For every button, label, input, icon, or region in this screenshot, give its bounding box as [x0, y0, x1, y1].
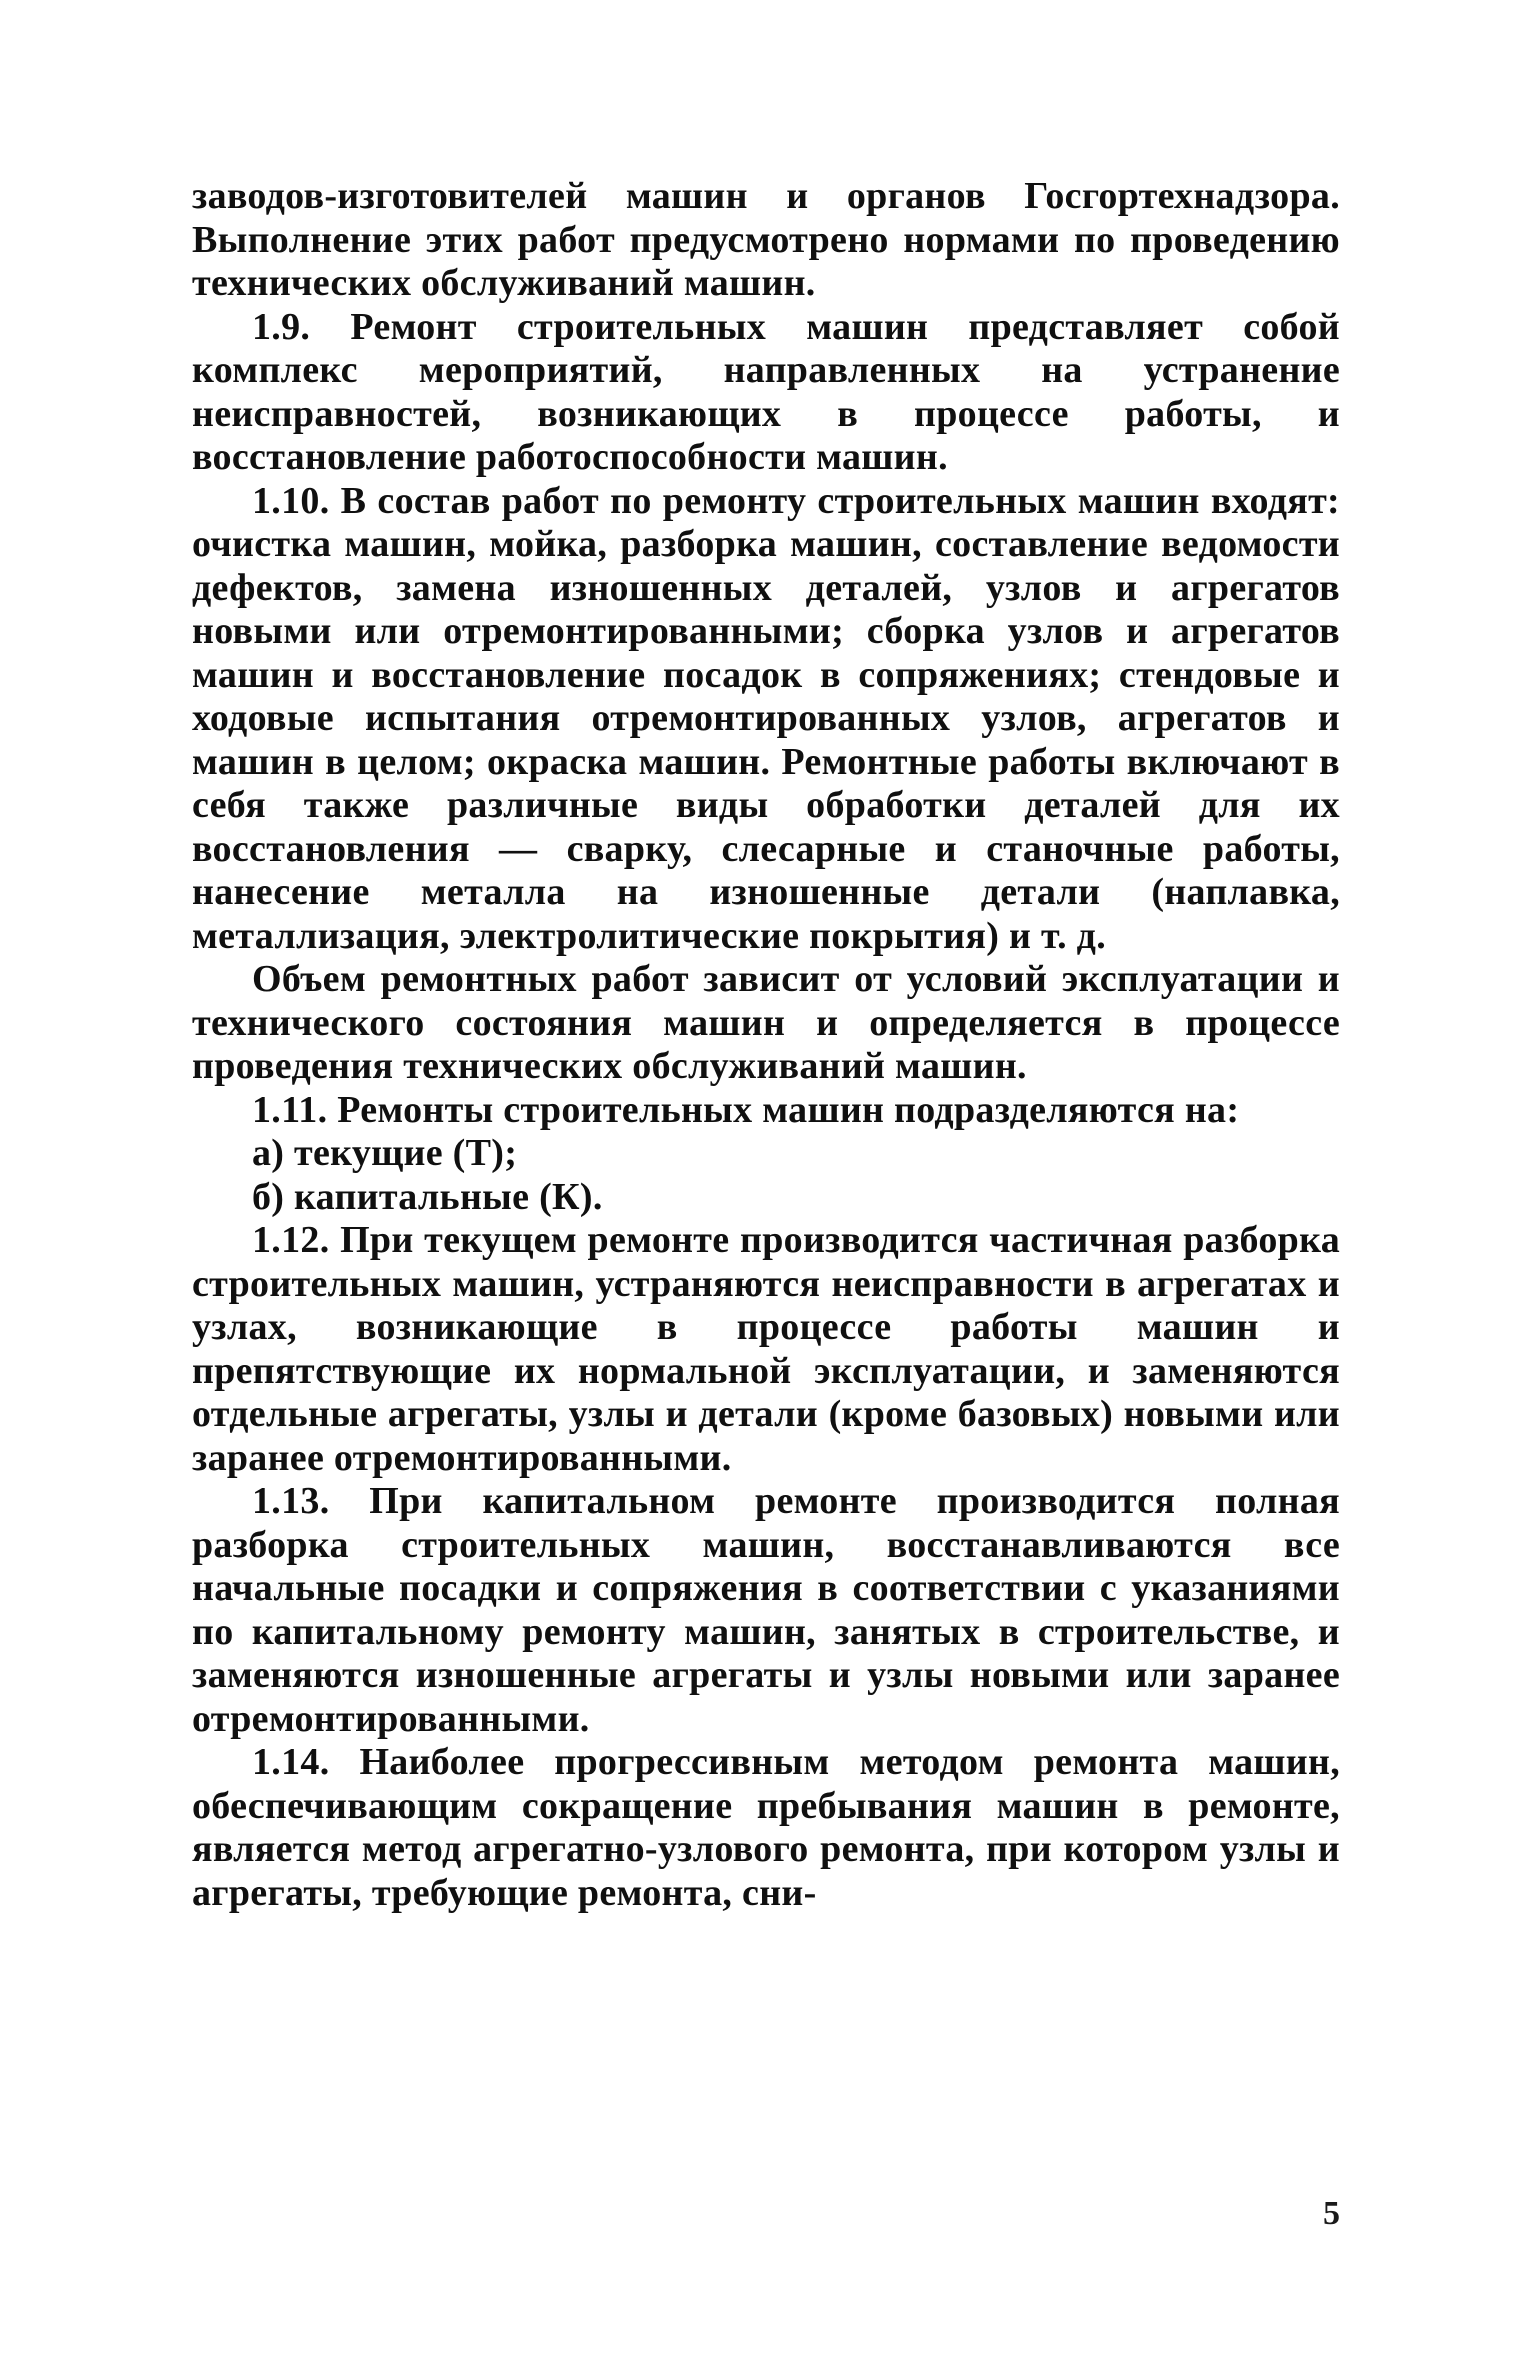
document-page: [192, 175, 1340, 2295]
list-item-capital-repair: [192, 1176, 1340, 1220]
list-item-text: б) капитальные (К).: [252, 1175, 603, 1218]
paragraph-1-10: [192, 480, 1340, 959]
paragraph-text: При капитальном ремонте производится полная разборка строительных машин, восстанавливаются все начальные посадки и сопряжения в соответствии с указаниями по капитальному ремонту машин, занятых в строительстве, и заменяются изношенные агрегаты и узлы новыми или заранее отремонтированными.: [192, 1480, 1340, 1740]
paragraph-number: 1.14.: [252, 1741, 330, 1783]
paragraph-text: При текущем ремонте производится частичная разборка строительных машин, устраняются неисправности в агрегатах и узлах, возникающие в процессе работы машин и препятствующие их нормальной эксплуатации, и заменяются отдельные агрегаты, узлы и детали (кроме базовых) новыми или заранее отремонтированными.: [192, 1219, 1340, 1479]
list-item-text: а) текущие (Т);: [252, 1132, 518, 1174]
paragraph-text: Ремонты строительных машин подразделяются на:: [337, 1088, 1240, 1131]
paragraph-text: заводов-изготовителей машин и органов Госгортехнадзора. Выполнение этих работ предусмотрено нормами по проведению технических обслуживаний машин.: [192, 175, 1340, 304]
body-text: [192, 175, 1340, 1915]
paragraph-1-11: [192, 1089, 1340, 1133]
paragraph-number: 1.13.: [252, 1480, 330, 1522]
paragraph-text: В состав работ по ремонту строительных машин входят: очистка машин, мойка, разборка машин, составление ведомости дефектов, замена изношенных деталей, узлов и агрегатов новыми или отремонтированными; сборка узлов и агрегатов машин и восстановление посадок в сопряжениях; стендовые и ходовые испытания отремонтированных узлов, агрегатов и машин в целом; окраска машин. Ремонтные работы включают в себя также различные виды обработки деталей для их восстановления — сварку, слесарные и станочные работы, нанесение металла на изношенные детали (наплавка, металлизация, электролитические покрытия) и т. д.: [192, 479, 1340, 957]
paragraph-number: 1.10.: [252, 479, 330, 522]
paragraph-number: 1.12.: [252, 1219, 330, 1261]
paragraph-1-14: [192, 1741, 1340, 1915]
paragraph-text: Ремонт строительных машин представляет собой комплекс мероприятий, направленных на устранение неисправностей, возникающих в процессе работы, и восстановление работоспособности машин.: [192, 305, 1340, 478]
paragraph-text: Объем ремонтных работ зависит от условий эксплуатации и технического состояния машин и определяется в процессе проведения технических обслуживаний машин.: [192, 958, 1340, 1087]
paragraph-text: Наиболее прогрессивным методом ремонта машин, обеспечивающим сокращение пребывания машин в ремонте, является метод агрегатно-узлового ремонта, при котором узлы и агрегаты, требующие ремонта, сни-: [192, 1741, 1340, 1914]
paragraph-1-13: [192, 1480, 1340, 1741]
paragraph-number: 1.11.: [252, 1088, 328, 1131]
paragraph-1-9: [192, 306, 1340, 480]
page-number: 5: [1323, 2195, 1340, 2232]
paragraph-continuation: [192, 175, 1340, 306]
paragraph-1-12: [192, 1219, 1340, 1480]
paragraph-number: 1.9.: [252, 305, 311, 348]
list-item-current-repair: [192, 1132, 1340, 1176]
paragraph-volume: [192, 958, 1340, 1089]
